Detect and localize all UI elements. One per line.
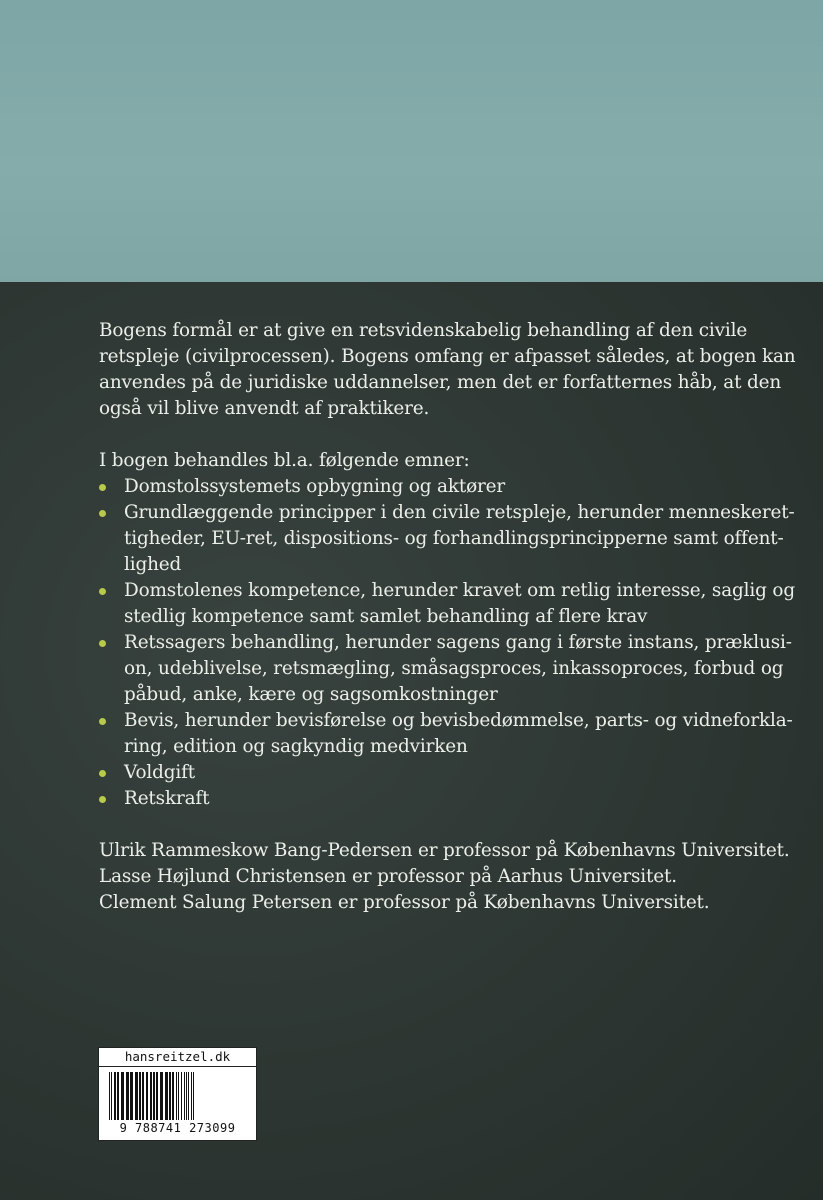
- topic-item: Domstolssystemets opbygning og aktører: [99, 474, 779, 500]
- barcode-bar: [135, 1072, 138, 1120]
- intro-line: også vil blive anvendt af praktikere.: [99, 398, 430, 419]
- barcode-bar: [153, 1072, 155, 1120]
- bullet-icon: [99, 796, 106, 803]
- barcode-bar: [150, 1072, 152, 1120]
- barcode-bar: [146, 1072, 148, 1120]
- topics-heading: I bogen behandles bl.a. følgende emner:: [99, 450, 470, 471]
- barcode-bar: [181, 1072, 182, 1120]
- barcode-bar: [156, 1072, 158, 1120]
- bullet-icon: [99, 510, 106, 517]
- intro-line: retspleje (civilprocessen). Bogens omfang er afpasset således, at bogen kan: [99, 346, 796, 367]
- bullet-icon: [99, 484, 106, 491]
- author-line: Clement Salung Petersen er professor på Københavns Universitet.: [99, 892, 710, 913]
- isbn-digits: 9 788741 273099: [119, 1121, 236, 1135]
- author-line: Ulrik Rammeskow Bang-Pedersen er professor på Københavns Universitet.: [99, 840, 790, 861]
- barcode-bar: [111, 1072, 112, 1120]
- intro-line: Bogens formål er at give en retsvidenskabelig behandling af den civile: [99, 320, 748, 341]
- barcode-bar: [184, 1072, 185, 1120]
- topic-item: Retskraft: [99, 786, 779, 812]
- barcode-bar: [142, 1072, 144, 1120]
- bullet-icon: [99, 770, 106, 777]
- topics-list: [99, 474, 795, 812]
- barcode-bar: [109, 1072, 110, 1120]
- barcode-bar: [160, 1072, 163, 1120]
- authors-paragraph: [99, 838, 790, 916]
- topic-item: Voldgift: [99, 760, 779, 786]
- barcode-bar: [191, 1072, 192, 1120]
- bullet-icon: [99, 718, 106, 725]
- isbn-barcode: [98, 1047, 257, 1141]
- barcode-divider: [99, 1066, 256, 1067]
- blurb-text: [99, 318, 796, 916]
- topic-item: Retssagers behandling, herunder sagens gang i første instans, præklusi- on, udeblivelse, retsmægling, småsagsproces, inkassoproces, forbud og påbud, anke, kære og sagsomkostninger: [99, 630, 779, 708]
- bullet-icon: [99, 640, 106, 647]
- barcode-bar: [121, 1072, 124, 1120]
- barcode-bar: [178, 1072, 179, 1120]
- barcode-bar: [165, 1072, 168, 1120]
- author-line: Lasse Højlund Christensen er professor på Aarhus Universitet.: [99, 866, 677, 887]
- topic-item: Grundlæggende principper i den civile retspleje, herunder menneskeret- tigheder, EU-ret, dispositions- og forhandlingsprincipperne samt offent- lighed: [99, 500, 779, 578]
- intro-line: anvendes på de juridiske uddannelser, men det er forfatternes håb, at den: [99, 372, 782, 393]
- barcode-bar: [193, 1072, 194, 1120]
- barcode-bar: [186, 1072, 187, 1120]
- barcode-bar: [126, 1072, 129, 1120]
- barcode-bar: [130, 1072, 133, 1120]
- barcode-bar: [176, 1072, 177, 1120]
- barcode-bar: [139, 1072, 141, 1120]
- publisher-url: hansreitzel.dk: [124, 1049, 231, 1064]
- barcode-bar: [172, 1072, 174, 1120]
- top-color-band: [0, 0, 823, 282]
- bullet-icon: [99, 588, 106, 595]
- barcode-bar: [117, 1072, 119, 1120]
- barcode-bar: [114, 1072, 116, 1120]
- barcode-bar: [169, 1072, 171, 1120]
- topic-item: Bevis, herunder bevisførelse og bevisbedømmelse, parts- og vidneforkla- ring, edition og sagkyndig medvirken: [99, 708, 779, 760]
- barcode-bars-icon: [109, 1072, 246, 1120]
- topic-item: Domstolenes kompetence, herunder kravet om retlig interesse, saglig og stedlig kompetence samt samlet behandling af flere krav: [99, 578, 779, 630]
- barcode-bar: [188, 1072, 189, 1120]
- intro-paragraph: [99, 318, 796, 422]
